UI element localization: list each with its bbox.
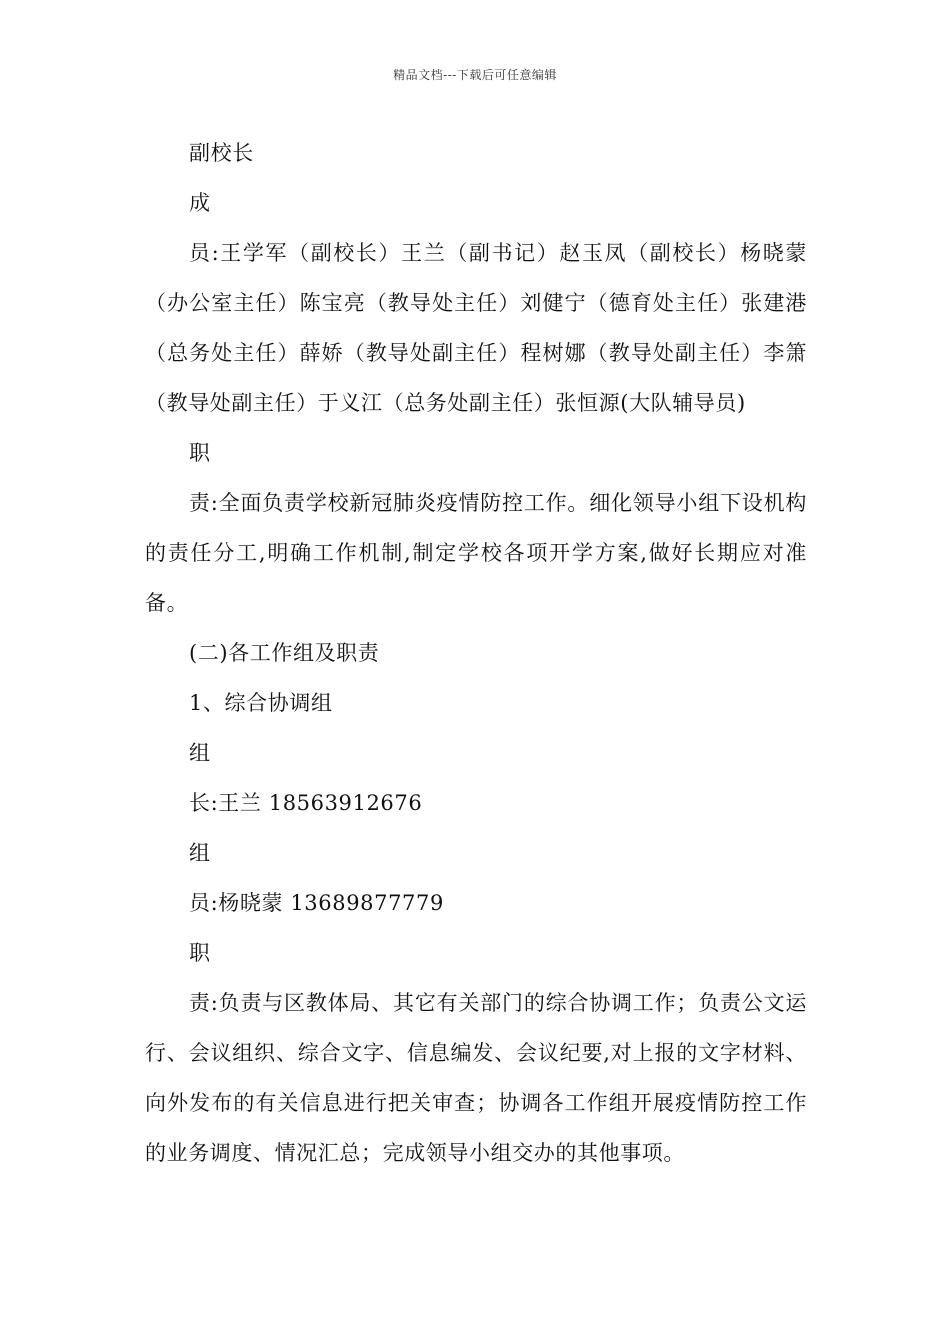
title-deputy-principal: 副校长 <box>189 141 254 165</box>
group-leader-line: 长:王兰 18563912676 <box>189 791 423 815</box>
paragraph-members: 员:王学军（副校长）王兰（副书记）赵玉凤（副校长）杨晓蒙（办公室主任）陈宝亮（教导处主任）刘健宁（德育处主任）张建港（总务处主任）薛娇（教导处副主任）程树娜（教导处副主任）李箫（教导处副主任）于义江（总务处副主任）张恒源(大队辅导员) <box>145 241 807 415</box>
paragraph-duties: 责:全面负责学校新冠肺炎疫情防控工作。细化领导小组下设机构的责任分工,明确工作机制,制定学校各项开学方案,做好长期应对准备。 <box>145 491 807 615</box>
document-body <box>145 128 807 1178</box>
section-heading-work-groups: (二)各工作组及职责 <box>189 641 380 665</box>
label-group-member-part1: 组 <box>189 841 211 865</box>
label-leader-part1: 组 <box>189 741 211 765</box>
label-member-part1: 成 <box>189 191 211 215</box>
label-group-duty-part1: 职 <box>189 941 211 965</box>
label-duty-part1: 职 <box>189 441 211 465</box>
subsection-heading-coordination-group: 1、综合协调组 <box>189 691 333 715</box>
group-member-line: 员:杨晓蒙 13689877779 <box>189 891 444 915</box>
page-header: 精品文档---下载后可任意编辑 <box>393 68 557 82</box>
paragraph-group-duties: 责:负责与区教体局、其它有关部门的综合协调工作；负责公文运行、会议组织、综合文字、信息编发、会议纪要,对上报的文字材料、向外发布的有关信息进行把关审查；协调各工作组开展疫情防控工作的业务调度、情况汇总；完成领导小组交办的其他事项。 <box>145 991 807 1165</box>
